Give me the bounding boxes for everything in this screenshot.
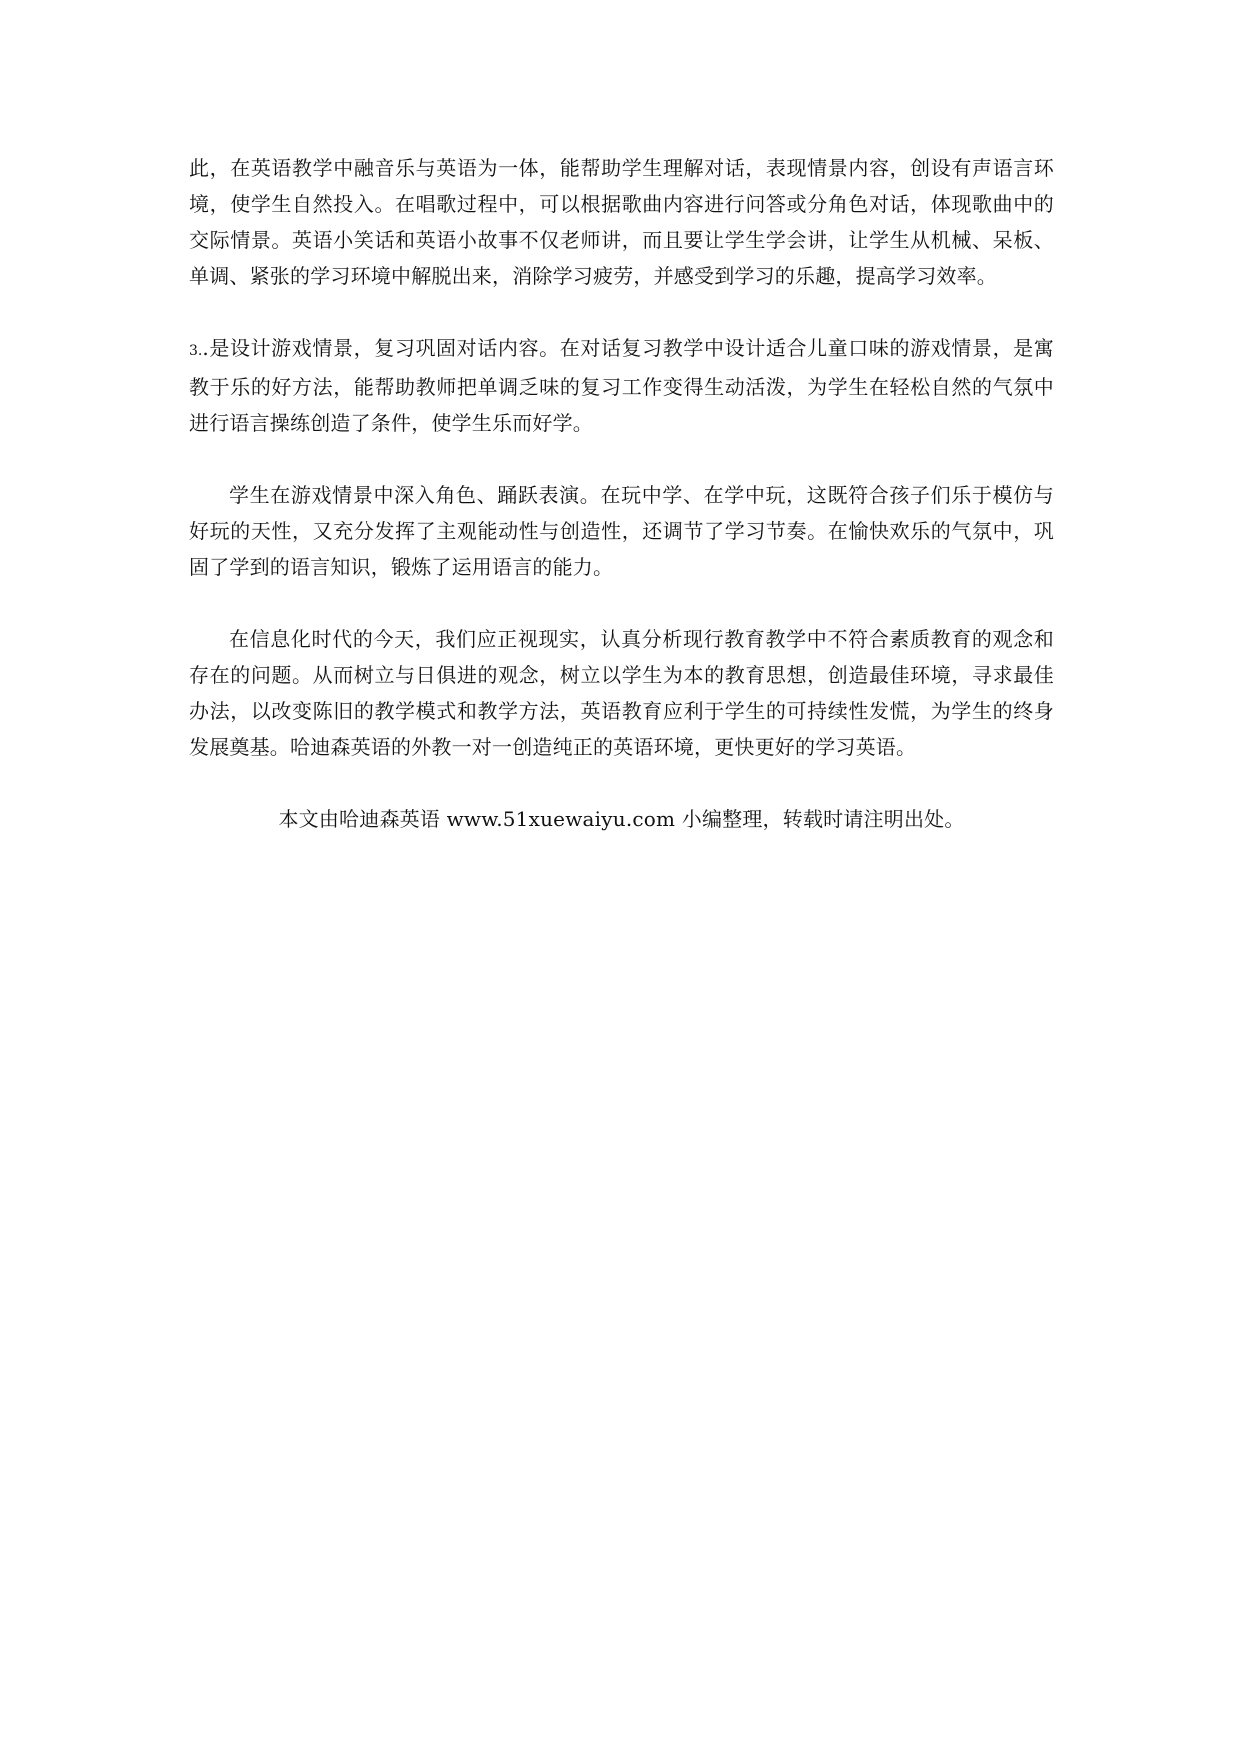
list-number: 3. (189, 343, 203, 359)
paragraph-information-age (189, 621, 1054, 765)
paragraph-game-scenarios (189, 330, 1054, 441)
paragraph-text: .是设计游戏情景，复习巩固对话内容。在对话复习教学中设计适合儿童口味的游戏情景，是寓教于乐的好方法，能帮助教师把单调乏味的复习工作变得生动活泼，为学生在轻松自然的气氛中进行语言操练创造了条件，使学生乐而好学。 (189, 336, 1054, 435)
document-body (189, 150, 1054, 857)
paragraph-music-and-stories (189, 150, 1054, 294)
paragraph-text: 在信息化时代的今天，我们应正视现实，认真分析现行教育教学中不符合素质教育的观念和存在的问题。从而树立与日俱进的观念，树立以学生为本的教育思想，创造最佳环境，寻求最佳办法，以改变陈旧的教学模式和教学方法，英语教育应利于学生的可持续性发慌，为学生的终身发展奠基。哈迪森英语的外教一对一创造纯正的英语环境，更快更好的学习英语。 (189, 627, 1054, 759)
paragraph-text: 此，在英语教学中融音乐与英语为一体，能帮助学生理解对话，表现情景内容，创设有声语言环境，使学生自然投入。在唱歌过程中，可以根据歌曲内容进行问答或分角色对话，体现歌曲中的交际情景。英语小笑话和英语小故事不仅老师讲，而且要让学生学会讲，让学生从机械、呆板、单调、紧张的学习环境中解脱出来，消除学习疲劳，并感受到学习的乐趣，提高学习效率。 (189, 156, 1054, 288)
paragraph-text: 学生在游戏情景中深入角色、踊跃表演。在玩中学、在学中玩，这既符合孩子们乐于模仿与好玩的天性，又充分发挥了主观能动性与创造性，还调节了学习节奏。在愉快欢乐的气氛中，巩固了学到的语言知识，锻炼了运用语言的能力。 (189, 483, 1054, 579)
paragraph-role-play (189, 477, 1054, 585)
source-note: 本文由哈迪森英语 www.51xuewaiyu.com 小编整理，转载时请注明出处。 (278, 807, 965, 831)
